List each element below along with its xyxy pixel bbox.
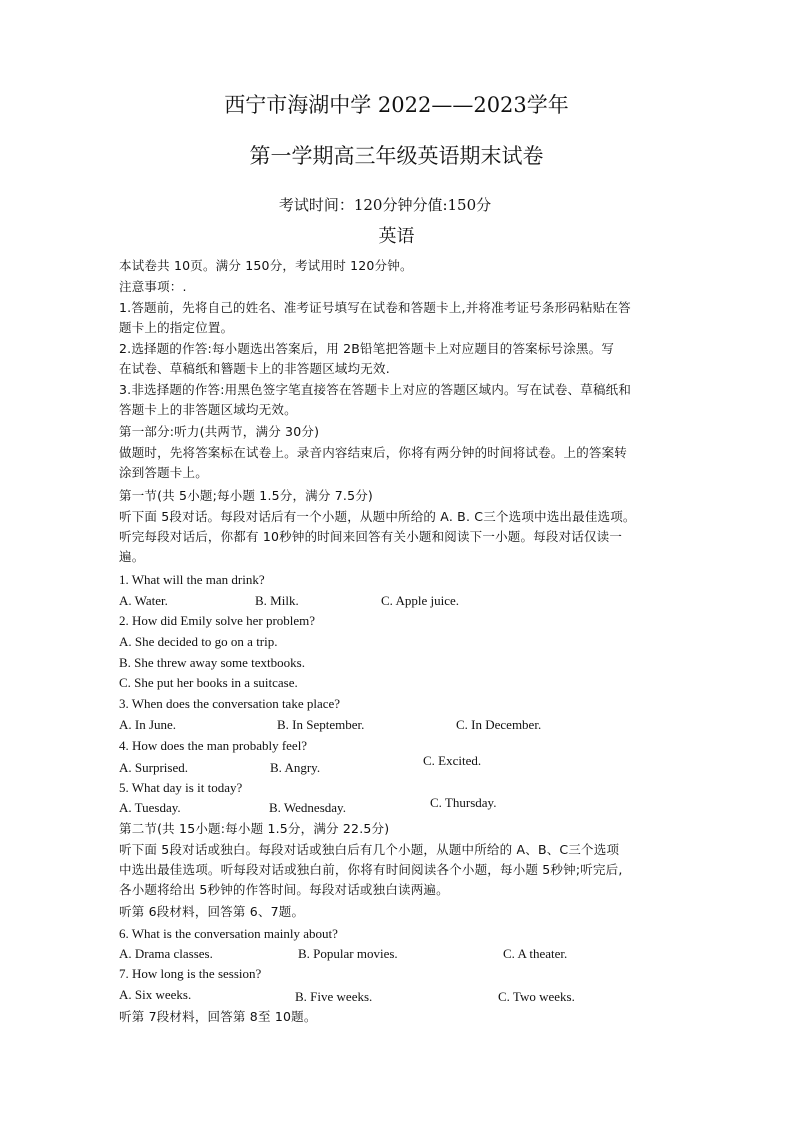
question-2-option-b: B. She threw away some textbooks. bbox=[119, 655, 305, 670]
question-1-option-c: C. Apple juice. bbox=[381, 593, 459, 608]
question-6-option-c: C. A theater. bbox=[503, 946, 568, 961]
question-4-stem: 4. How does the man probably feel? bbox=[119, 738, 308, 753]
material-7-heading: 听第 7段材料，回答第 8至 10题。 bbox=[119, 1009, 317, 1024]
question-5-stem: 5. What day is it today? bbox=[119, 780, 243, 795]
question-6-stem: 6. What is the conversation mainly about? bbox=[119, 926, 338, 941]
material-6-heading: 听第 6段材料，回答第 6、7题。 bbox=[119, 904, 305, 919]
question-1-stem: 1. What will the man drink? bbox=[119, 572, 265, 587]
notes-label: 注意事项：. bbox=[119, 279, 187, 294]
section1-heading: 第一节(共 5小题;每小题 1.5分，满分 7.5分) bbox=[119, 488, 373, 503]
question-7-option-b: B. Five weeks. bbox=[295, 989, 373, 1004]
note2-line2: 在试卷、草稿纸和簪题卡上的非答题区域均无效. bbox=[119, 361, 390, 376]
question-3-stem: 3. When does the conversation take place? bbox=[119, 696, 341, 711]
exam-title-line2: 第一学期高三年级英语期末试卷 bbox=[249, 144, 544, 168]
question-4-option-c: C. Excited. bbox=[423, 753, 482, 768]
intro-text: 本试卷共 10页。满分 150分，考试用时 120分钟。 bbox=[119, 258, 413, 273]
section2-desc-line2: 中选出最佳选项。听每段对话或独白前，你将有时间阅读各个小题，每小题 5秒钟;听完后, bbox=[119, 862, 623, 877]
section1-desc-line3: 遍。 bbox=[119, 549, 145, 564]
question-1-option-b: B. Milk. bbox=[255, 593, 299, 608]
question-3-option-c: C. In December. bbox=[456, 717, 542, 732]
part1-desc-line2: 涂到答题卡上。 bbox=[119, 465, 208, 480]
question-4-option-b: B. Angry. bbox=[270, 760, 321, 775]
note1-line1: 1.答题前，先将自己的姓名、准考证号填写在试卷和答题卡上,并将准考证号条形码粘贴在答 bbox=[119, 300, 631, 315]
section1-desc-line2: 听完每段对话后，你都有 10秒钟的时间来回答有关小题和阅读下一小题。每段对话仅读一 bbox=[119, 529, 623, 544]
section2-desc-line3: 各小题将给出 5秒钟的作答时间。每段对话或独白读两遍。 bbox=[119, 882, 449, 897]
question-6-option-a: A. Drama classes. bbox=[119, 946, 213, 961]
note3-line1: 3.非选择题的作答:用黑色签字笔直接答在答题卡上对应的答题区域内。写在试卷、草稿纸和 bbox=[119, 382, 632, 397]
question-7-option-c: C. Two weeks. bbox=[498, 989, 575, 1004]
note3-line2: 答题卡上的非答题区域均无效。 bbox=[119, 402, 297, 417]
question-4-option-a: A. Surprised. bbox=[119, 760, 188, 775]
question-2-option-a: A. She decided to go on a trip. bbox=[119, 634, 278, 649]
question-5-option-c: C. Thursday. bbox=[430, 795, 497, 810]
part1-heading: 第一部分:听力(共两节，满分 30分) bbox=[119, 424, 320, 439]
note1-line2: 题卡上的指定位置。 bbox=[119, 320, 234, 335]
section2-heading: 第二节(共 15小题:每小题 1.5分，满分 22.5分) bbox=[119, 821, 390, 836]
question-3-option-b: B. In September. bbox=[277, 717, 365, 732]
exam-title-line1: 西宁市海湖中学 2022——2023学年 bbox=[224, 93, 569, 117]
question-1-option-a: A. Water. bbox=[119, 593, 168, 608]
note2-line1: 2.选择题的作答:每小题选出答案后，用 2B铅笔把答题卡上对应题目的答案标号涂黑。写 bbox=[119, 341, 615, 356]
subject-heading: 英语 bbox=[378, 226, 415, 247]
question-6-option-b: B. Popular movies. bbox=[298, 946, 398, 961]
question-5-option-b: B. Wednesday. bbox=[269, 800, 346, 815]
question-2-stem: 2. How did Emily solve her problem? bbox=[119, 613, 316, 628]
part1-desc-line1: 做题时，先将答案标在试卷上。录音内容结束后，你将有两分钟的时间将试卷。上的答案转 bbox=[119, 445, 628, 460]
exam-time-and-score: 考试时间：120分钟分值:150分 bbox=[278, 196, 492, 214]
question-2-option-c: C. She put her books in a suitcase. bbox=[119, 675, 298, 690]
section1-desc-line1: 听下面 5段对话。每段对话后有一个小题，从题中所给的 A. B. C三个选项中选出最佳选项。 bbox=[119, 509, 636, 524]
question-7-option-a: A. Six weeks. bbox=[119, 987, 192, 1002]
question-5-option-a: A. Tuesday. bbox=[119, 800, 181, 815]
section2-desc-line1: 听下面 5段对话或独白。每段对话或独白后有几个小题，从题中所给的 A、B、C三个选项 bbox=[119, 842, 620, 857]
question-3-option-a: A. In June. bbox=[119, 717, 177, 732]
question-7-stem: 7. How long is the session? bbox=[119, 966, 262, 981]
